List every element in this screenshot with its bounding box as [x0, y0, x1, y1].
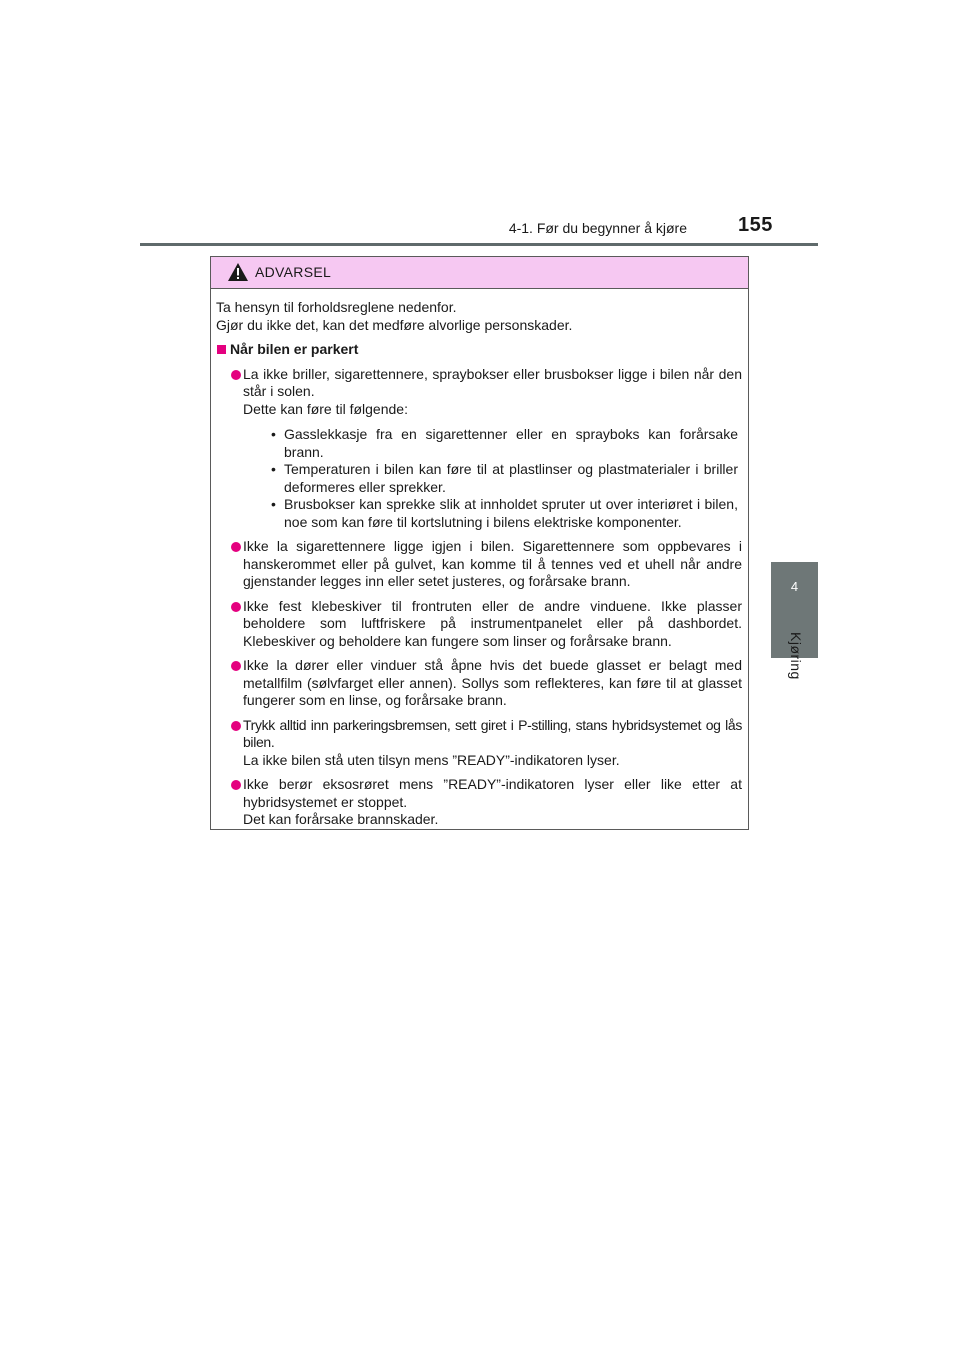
section-title: Når bilen er parkert — [230, 341, 359, 357]
warning-triangle-icon — [227, 262, 249, 282]
list-item — [216, 366, 742, 532]
list-item-followup: La ikke bilen stå uten tilsyn mens ”READY”-indikatoren lyser. — [243, 751, 620, 768]
list-item-text: La ikke briller, sigarettennere, spraybokser eller brusbokser ligge i bilen når den står i solen. — [243, 365, 742, 399]
chapter-label: Kjøring — [788, 632, 804, 680]
sub-bullet-marker: • — [271, 426, 276, 442]
circle-bullet-icon — [231, 661, 241, 671]
list-item-text: Ikke berør eksosrøret mens ”READY”-indikatoren lyser eller like etter at hybridsystemet er stoppet. — [243, 776, 742, 810]
warning-box — [210, 256, 749, 830]
section-heading — [216, 341, 742, 359]
sub-list-item-text: Gasslekkasje fra en sigarettenner eller en sprayboks kan forårsake brann. — [284, 426, 738, 460]
list-item — [216, 657, 742, 710]
sub-bullet-marker: • — [271, 496, 276, 512]
circle-bullet-icon — [231, 370, 241, 380]
warning-header — [211, 257, 748, 289]
sub-list-item — [243, 426, 742, 461]
intro-line: Ta hensyn til forholdsreglene nedenfor. — [216, 299, 457, 315]
sub-bullet-marker: • — [271, 461, 276, 477]
sub-list-item — [243, 461, 742, 496]
circle-bullet-icon — [231, 721, 241, 731]
list-item-followup: Det kan forårsake brannskader. — [243, 811, 439, 827]
square-bullet-icon — [217, 345, 226, 354]
page-number: 155 — [738, 214, 773, 236]
sub-list — [243, 426, 742, 531]
list-item — [216, 776, 742, 829]
intro-line: Gjør du ikke det, kan det medføre alvorlige personskader. — [216, 316, 573, 333]
circle-bullet-icon — [231, 602, 241, 612]
circle-bullet-icon — [231, 780, 241, 790]
running-header-section: 4-1. Før du begynner å kjøre — [508, 220, 687, 236]
warning-body — [211, 289, 748, 829]
list-item — [216, 538, 742, 591]
warning-intro — [216, 299, 742, 334]
header-divider — [140, 243, 818, 246]
list-item-text: Ikke fest klebeskiver til frontruten eller de andre vinduene. Ikke plasser beholdere som luftfriskere på instrumentpanelet eller på dashbordet. Klebeskiver og beholdere kan fungere som linser og forårsake brann. — [243, 597, 742, 649]
list-item-text: Trykk alltid inn parkeringsbremsen, sett giret i P-stilling, stans hybridsystemet og lås bilen. — [243, 716, 742, 750]
sub-list-item-text: Brusbokser kan sprekke slik at innholdet spruter ut over interiøret i bilen, noe som kan føre til kortslutning i bilens elektriske komponenter. — [284, 496, 738, 530]
list-item — [216, 717, 742, 770]
circle-bullet-icon — [231, 542, 241, 552]
list-item-followup: Dette kan føre til følgende: — [243, 400, 408, 417]
sub-list-item — [243, 496, 742, 531]
list-item-text: Ikke la dører eller vinduer stå åpne hvis det buede glasset er belagt med metallfilm (sølvfarget eller annen). Sollys som reflekteres, kan føre til at glasset fungerer som en linse, og forårsake brann. — [243, 657, 742, 708]
list-item-text: Ikke la sigarettennere ligge igjen i bilen. Sigarettennere som oppbevares i hanskerommet eller på gulvet, kan komme til å tennes ved et uhell når andre gjenstander legges inn eller setet justeres, og forårsake brann. — [243, 538, 742, 589]
warning-title: ADVARSEL — [255, 264, 332, 280]
sub-list-item-text: Temperaturen i bilen kan føre til at plastlinser og plastmaterialer i briller deformeres eller sprekker. — [284, 461, 738, 495]
list-item — [216, 598, 742, 651]
chapter-number: 4 — [790, 579, 799, 594]
